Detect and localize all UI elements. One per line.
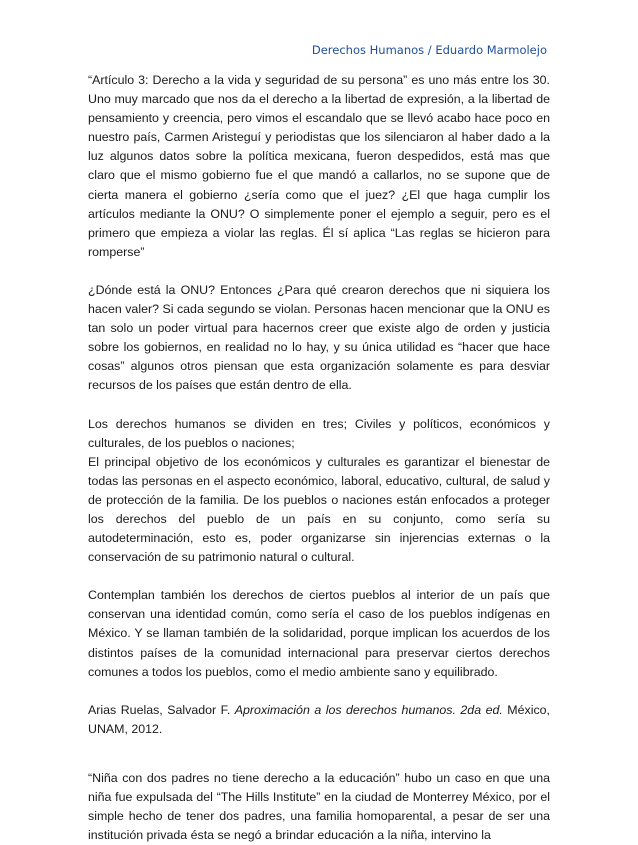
paragraph-spacer xyxy=(88,567,550,586)
paragraph-nina-dos-padres: “Niña con dos padres no tiene derecho a la educación” hubo un caso en que una niña fue expulsada del “The Hills Institute” en la ciudad de Monterrey México, por el simple hecho de tener dos padres, una familia homoparental, a pesar de ser una institución privada ésta se negó a brindar educación a la niña, intervino la xyxy=(88,770,550,843)
paragraph-spacer xyxy=(88,739,550,769)
paragraph-objetivo-economicos: El principal objetivo de los económicos y culturales es garantizar el bienestar de todas las personas en el aspecto económico, laboral, educativo, cultural, de salud y de protección de la familia. De los pueblos o naciones están enfocados a proteger los derechos del pueblo de un país en su conjunto, como sería su autodeterminación, esto es, poder organizarse sin injerencias externas o la conservación de su patrimonio natural o cultural. xyxy=(88,454,550,565)
paragraph-spacer xyxy=(88,262,550,281)
paragraph-onu: ¿Dónde está la ONU? Entonces ¿Para qué crearon derechos que ni siquiera los hacen valer? Si cada segundo se violan. Personas hacen mencionar que la ONU es tan solo un poder virtual para hacernos creer que existe algo de orden y justicia sobre los gobiernos, en realidad no lo hay, y su única utilidad es “hacer que hace cosas” algunos otros piensan que esta organización solamente es para desviar recursos de los países que están dentro de ella. xyxy=(88,282,550,393)
paragraph-pueblos: Contemplan también los derechos de ciertos pueblos al interior de un país que conservan una identidad común, como sería el caso de los pueblos indígenas en México. Y se llaman también de la solidaridad, porque implican los acuerdos de los distintos países de la comunidad internacional para preservar ciertos derechos comunes a todos los pueblos, como el medio ambiente sano y equilibrado. xyxy=(88,588,550,679)
paragraph-article-3: “Artículo 3: Derecho a la vida y seguridad de su persona” es uno más entre los 30. Uno muy marcado que nos da el derecho a la libertad de expresión, a la libertad de pensamiento y creencia, pero vimos el escandalo que se llevó acabo hace poco en nuestro país, Carmen Aristeguí y periodistas que los silenciaron al haber dado a la luz algunos datos sobre la política mexicana, fueron despedidos, está mas que claro que el mismo gobierno fue el que mandó a callarlos, no se supone que de cierta manera el gobierno ¿sería como que el juez? ¿El que haga cumplir los artículos mediante la ONU? O simplemente poner el ejemplo a seguir, pero es el primero que empieza a violar las reglas. Él sí aplica “Las reglas se hicieron para romperse” xyxy=(88,73,550,259)
page-header: Derechos Humanos / Eduardo Marmolejo xyxy=(311,43,547,57)
paragraph-spacer xyxy=(88,396,550,415)
reference-title: Aproximación a los derechos humanos. 2da ed. xyxy=(234,702,503,717)
paragraph-spacer xyxy=(88,682,550,701)
paragraph-division-derechos: Los derechos humanos se dividen en tres; Civiles y políticos, económicos y culturales, de los pueblos o naciones; xyxy=(88,416,550,450)
reference-publisher: México, UNAM, 2012. xyxy=(88,702,550,736)
bibliographic-reference xyxy=(88,701,550,739)
reference-author: Arias Ruelas, Salvador F. xyxy=(88,702,235,717)
